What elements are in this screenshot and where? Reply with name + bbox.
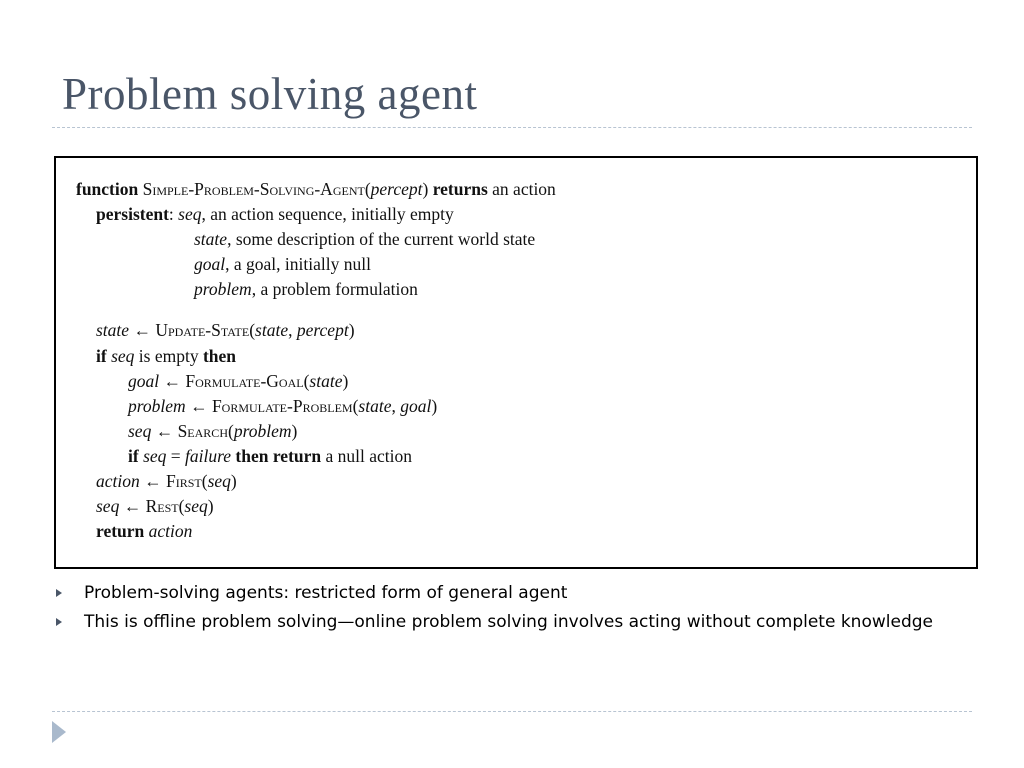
argument: percept — [296, 320, 349, 341]
slide-title: Problem solving agent — [62, 69, 478, 119]
algorithm-box — [54, 156, 978, 569]
keyword: if — [96, 345, 107, 366]
assign-arrow: ← — [151, 420, 178, 441]
paren: ( — [227, 420, 234, 441]
paren: ( — [201, 471, 208, 492]
bullet-arrow-icon — [56, 618, 62, 626]
code-text: , — [391, 395, 401, 416]
pseudocode — [76, 177, 556, 544]
code-line-11 — [76, 444, 556, 469]
paren: ( — [303, 370, 310, 391]
code-line-14 — [76, 519, 556, 544]
argument: goal — [400, 395, 432, 416]
argument: state — [358, 395, 392, 416]
keyword: returns — [432, 179, 488, 199]
function-name: Update-State — [155, 320, 250, 341]
argument: problem — [233, 420, 292, 441]
code-text: , a problem formulation — [251, 279, 418, 300]
keyword: then return — [235, 445, 322, 466]
function-name: Search — [177, 420, 228, 441]
keyword: function — [76, 179, 139, 199]
variable: action — [96, 471, 140, 492]
paren: ) — [422, 179, 429, 199]
bullet-item — [52, 583, 952, 604]
paren: ( — [249, 320, 256, 341]
paren: ) — [348, 320, 355, 341]
variable: goal — [194, 254, 226, 275]
keyword: if — [128, 445, 139, 466]
assign-arrow: ← — [139, 471, 166, 492]
variable: seq — [178, 204, 202, 225]
variable: seq — [143, 445, 167, 466]
code-line-13 — [76, 494, 556, 519]
function-name: Rest — [145, 496, 179, 517]
assign-arrow: ← — [119, 496, 146, 517]
parameter: percept — [370, 179, 423, 199]
paren: ) — [431, 395, 438, 416]
paren: ) — [342, 370, 349, 391]
variable: problem — [128, 395, 186, 416]
code-line-6 — [76, 318, 556, 343]
assign-arrow: ← — [185, 395, 212, 416]
code-text: = — [166, 445, 186, 466]
paren: ) — [291, 420, 298, 441]
code-text: , an action sequence, initially empty — [201, 204, 454, 225]
bullet-arrow-icon — [56, 589, 62, 597]
variable: problem — [194, 279, 252, 300]
code-line-2 — [76, 202, 556, 227]
code-text: a null action — [325, 445, 413, 466]
bullet-text: This is offline problem solving—online problem solving involves acting without complete knowledge — [84, 612, 933, 632]
variable: seq — [128, 420, 152, 441]
code-text: an action — [492, 179, 556, 199]
variable: goal — [128, 370, 160, 391]
paren: ( — [364, 179, 371, 199]
value: failure — [185, 445, 232, 466]
variable: seq — [111, 345, 135, 366]
paren: ( — [178, 496, 185, 517]
variable: seq — [96, 496, 120, 517]
keyword: return — [96, 521, 145, 542]
argument: state — [255, 320, 289, 341]
variable: action — [148, 521, 193, 542]
argument: state — [309, 370, 343, 391]
code-line-12 — [76, 469, 556, 494]
variable: state — [96, 320, 130, 341]
code-text: , — [288, 320, 297, 341]
bullet-item — [52, 612, 952, 633]
title-divider — [52, 127, 972, 128]
code-line-10 — [76, 419, 556, 444]
bullet-list — [52, 583, 952, 641]
paren: ) — [230, 471, 237, 492]
keyword: persistent — [96, 204, 169, 225]
code-text: is empty — [138, 345, 199, 366]
function-name: First — [166, 471, 202, 492]
code-line-4 — [76, 252, 556, 277]
function-name: Formulate-Problem — [211, 395, 353, 416]
paren: ( — [352, 395, 359, 416]
paren: ) — [207, 496, 214, 517]
code-line-9 — [76, 394, 556, 419]
footer-divider — [52, 711, 972, 712]
code-text: : — [168, 204, 174, 225]
assign-arrow: ← — [159, 370, 186, 391]
bullet-text: Problem-solving agents: restricted form of general agent — [84, 583, 568, 603]
code-line-3 — [76, 227, 556, 252]
next-slide-arrow-icon[interactable] — [52, 721, 66, 743]
keyword: then — [202, 345, 237, 366]
code-line-8 — [76, 369, 556, 394]
function-name: Formulate-Goal — [185, 370, 304, 391]
code-line-7 — [76, 344, 556, 369]
code-line-5 — [76, 277, 556, 302]
code-spacer — [76, 302, 556, 318]
assign-arrow: ← — [129, 320, 156, 341]
code-text: , a goal, initially null — [225, 254, 371, 275]
variable: state — [194, 229, 228, 250]
argument: seq — [184, 496, 208, 517]
code-text: , some description of the current world state — [227, 229, 536, 250]
code-line-1 — [76, 177, 556, 202]
function-name: Simple-Problem-Solving-Agent — [142, 179, 365, 199]
argument: seq — [207, 471, 231, 492]
